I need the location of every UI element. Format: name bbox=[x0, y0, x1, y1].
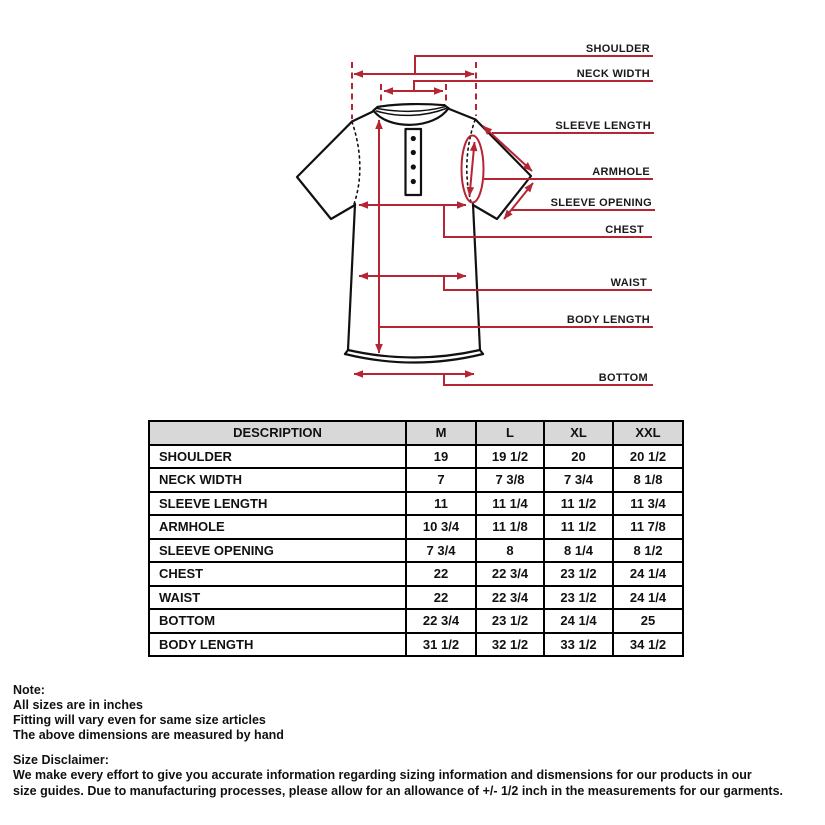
armhole-arrow bbox=[470, 142, 475, 196]
cell-l: 11 1/8 bbox=[476, 515, 544, 539]
cell-xl: 11 1/2 bbox=[544, 515, 613, 539]
label-waist: WAIST bbox=[610, 277, 647, 289]
cell-xl: 7 3/4 bbox=[544, 468, 613, 492]
cell-xl: 11 1/2 bbox=[544, 492, 613, 516]
cell-l: 32 1/2 bbox=[476, 633, 544, 657]
cell-xxl: 25 bbox=[613, 609, 683, 633]
row-label: SLEEVE LENGTH bbox=[149, 492, 406, 516]
cell-m: 22 bbox=[406, 562, 476, 586]
cell-m: 19 bbox=[406, 445, 476, 469]
collar bbox=[374, 104, 449, 125]
disclaimer-line: size guides. Due to manufacturing processes, please allow for an allowance of +/- 1/2 inch in the measurements for our garments. bbox=[13, 783, 783, 798]
cell-m: 22 3/4 bbox=[406, 609, 476, 633]
label-bottom: BOTTOM bbox=[598, 372, 648, 384]
col-header-xxl: XXL bbox=[613, 421, 683, 445]
label-chest: CHEST bbox=[605, 224, 644, 236]
disclaimer-title: Size Disclaimer: bbox=[13, 753, 109, 767]
body-left-seam bbox=[348, 204, 355, 350]
cell-xl: 23 1/2 bbox=[544, 562, 613, 586]
cell-xl: 24 1/4 bbox=[544, 609, 613, 633]
note-line: The above dimensions are measured by hand bbox=[13, 728, 284, 742]
hem-top bbox=[348, 350, 480, 358]
disclaimer-section bbox=[13, 753, 783, 799]
table-row bbox=[149, 539, 683, 563]
row-label: BODY LENGTH bbox=[149, 633, 406, 657]
cell-xxl: 11 3/4 bbox=[613, 492, 683, 516]
measurement-labels bbox=[551, 43, 652, 384]
cell-xl: 20 bbox=[544, 445, 613, 469]
cell-xl: 23 1/2 bbox=[544, 586, 613, 610]
table-row bbox=[149, 562, 683, 586]
table-row bbox=[149, 609, 683, 633]
cell-xxl: 24 1/4 bbox=[613, 562, 683, 586]
col-header-l: L bbox=[476, 421, 544, 445]
row-label: ARMHOLE bbox=[149, 515, 406, 539]
body-right-seam bbox=[473, 204, 480, 350]
cell-m: 11 bbox=[406, 492, 476, 516]
table-row bbox=[149, 468, 683, 492]
row-label: NECK WIDTH bbox=[149, 468, 406, 492]
disclaimer-line: We make every effort to give you accurate information regarding sizing information and dismensions for our products in our bbox=[13, 768, 752, 783]
cell-l: 23 1/2 bbox=[476, 609, 544, 633]
table-row bbox=[149, 633, 683, 657]
cell-m: 10 3/4 bbox=[406, 515, 476, 539]
cell-l: 22 3/4 bbox=[476, 586, 544, 610]
cell-m: 7 bbox=[406, 468, 476, 492]
notes-title: Note: bbox=[13, 683, 45, 697]
cell-m: 22 bbox=[406, 586, 476, 610]
right-sleeve bbox=[473, 120, 531, 220]
cell-xl: 8 1/4 bbox=[544, 539, 613, 563]
label-sleeve-length: SLEEVE LENGTH bbox=[555, 120, 651, 132]
cell-l: 19 1/2 bbox=[476, 445, 544, 469]
sleeve-opening-arrow bbox=[504, 183, 533, 219]
cell-m: 7 3/4 bbox=[406, 539, 476, 563]
col-header-xl: XL bbox=[544, 421, 613, 445]
left-armhole-seam bbox=[352, 122, 360, 204]
cell-xl: 33 1/2 bbox=[544, 633, 613, 657]
table-row bbox=[149, 586, 683, 610]
cell-xxl: 8 1/8 bbox=[613, 468, 683, 492]
size-table bbox=[148, 420, 684, 657]
left-sleeve bbox=[297, 122, 355, 220]
row-label: SHOULDER bbox=[149, 445, 406, 469]
col-header-description: DESCRIPTION bbox=[149, 421, 406, 445]
row-label: SLEEVE OPENING bbox=[149, 539, 406, 563]
cell-l: 11 1/4 bbox=[476, 492, 544, 516]
cell-m: 31 1/2 bbox=[406, 633, 476, 657]
label-armhole: ARMHOLE bbox=[592, 166, 650, 178]
row-label: CHEST bbox=[149, 562, 406, 586]
size-table-header-row bbox=[149, 421, 683, 445]
table-row bbox=[149, 445, 683, 469]
cell-l: 8 bbox=[476, 539, 544, 563]
label-sleeve-opening: SLEEVE OPENING bbox=[550, 197, 652, 209]
cell-xxl: 11 7/8 bbox=[613, 515, 683, 539]
cell-l: 7 3/8 bbox=[476, 468, 544, 492]
col-header-m: M bbox=[406, 421, 476, 445]
label-neck-width: NECK WIDTH bbox=[576, 68, 650, 80]
label-body-length: BODY LENGTH bbox=[566, 314, 650, 326]
shirt-measurement-diagram bbox=[0, 0, 825, 412]
cell-xxl: 20 1/2 bbox=[613, 445, 683, 469]
row-label: WAIST bbox=[149, 586, 406, 610]
neck-width-leader bbox=[414, 81, 653, 91]
note-line: All sizes are in inches bbox=[13, 698, 143, 712]
table-row bbox=[149, 492, 683, 516]
cell-l: 22 3/4 bbox=[476, 562, 544, 586]
row-label: BOTTOM bbox=[149, 609, 406, 633]
shirt-outline bbox=[297, 104, 531, 362]
label-shoulder: SHOULDER bbox=[585, 43, 650, 55]
note-line: Fitting will vary even for same size articles bbox=[13, 713, 266, 727]
table-row bbox=[149, 515, 683, 539]
cell-xxl: 34 1/2 bbox=[613, 633, 683, 657]
notes-section bbox=[13, 683, 284, 743]
cell-xxl: 8 1/2 bbox=[613, 539, 683, 563]
cell-xxl: 24 1/4 bbox=[613, 586, 683, 610]
